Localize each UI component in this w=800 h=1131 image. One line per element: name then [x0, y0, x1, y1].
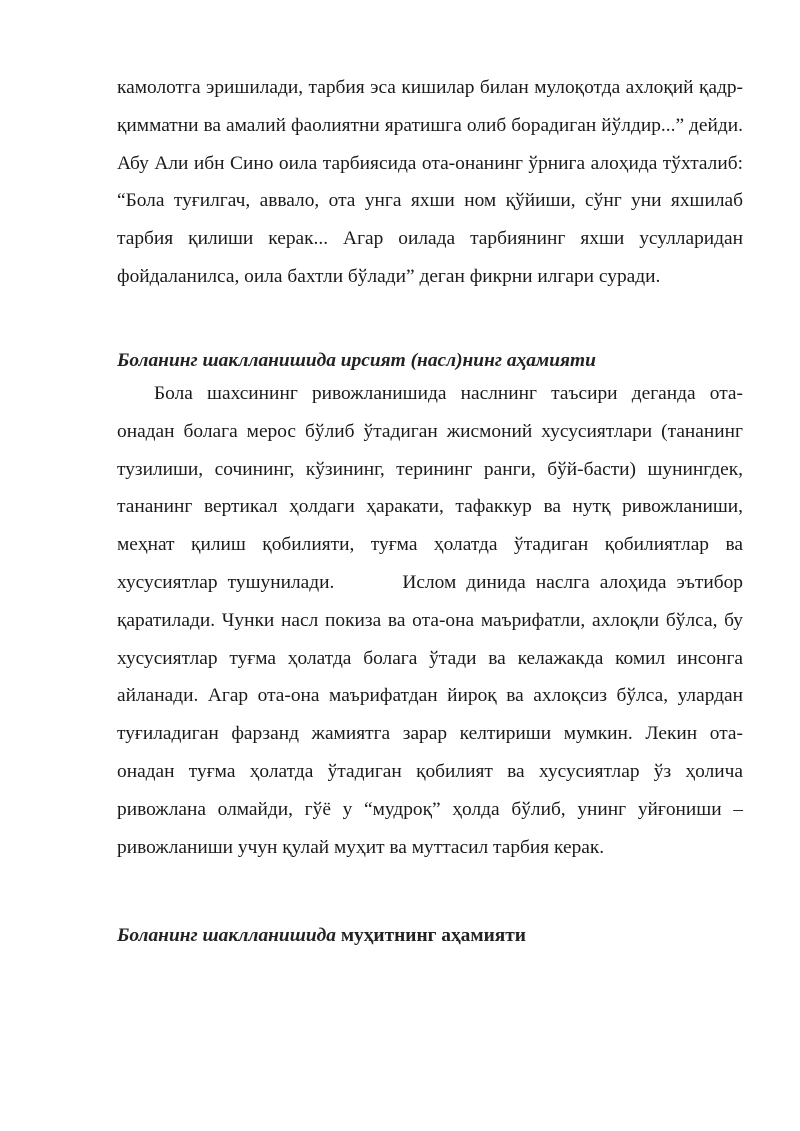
- body-text-section-1: [117, 69, 743, 296]
- paragraph-1: камолотга эришилади, тарбия эса кишилар билан мулоқотда ахлоқий қадр-қимматни ва амалий фаолиятни яратишга олиб борадиган йўлдир...” дейди. Абу Али ибн Сино оила тарбиясида ота-онанинг ўрнига алоҳида тўхталиб: “Бола туғилгач, аввало, ота унга яхши ном қўйиши, сўнг уни яхшилаб тарбия қилиши керак... Агар оилада тарбиянинг яхши усулларидан фойдаланилса, оила бахтли бўлади” деган фикрни илгари суради.: [117, 77, 743, 287]
- section-heading-environment-upright: муҳитнинг аҳамияти: [340, 925, 526, 946]
- paragraph-2: [117, 375, 743, 866]
- section-heading-environment-italic: Боланинг шаклланишида: [117, 925, 336, 946]
- section-heading-heredity: Боланинг шаклланишида ирсият (насл)нинг аҳамияти: [117, 350, 596, 371]
- body-text-section-2: [117, 375, 743, 866]
- paragraph-2-part-1: Бола шахсининг ривожланишида наслнинг таъсири деганда ота-онадан болага мерос бўлиб ўтадиган жисмоний хусусиятлари (тананинг тузилиши, сочининг, кўзининг, терининг ранги, бўй-басти) шунингдек, тананинг вертикал ҳолдаги ҳаракати, тафаккур ва нутқ ривожланиши, меҳнат қилиш қобилияти, туғма ҳолатда ўтадиган қобилиятлар ва хусусиятлар тушунилади.: [117, 383, 743, 593]
- paragraph-2-part-2: Ислом динида наслга алоҳида эътибор қаратилади. Чунки насл покиза ва ота-она маърифатли, ахлоқли бўлса, бу хусусиятлар туғма ҳолатда болага ўтади ва келажакда комил инсонга айланади. Агар ота-она маърифатдан йироқ ва ахлоқсиз бўлса, улардан туғиладиган фарзанд жамиятга зарар келтириши мумкин. Лекин ота-онадан туғма ҳолатда ўтадиган қобилият ва хусусиятлар ўз ҳолича ривожлана олмайди, гўё у “мудроқ” ҳолда бўлиб, унинг уйғониши – ривожланиши учун қулай муҳит ва муттасил тарбия керак.: [117, 571, 743, 858]
- section-heading-environment: [117, 917, 743, 955]
